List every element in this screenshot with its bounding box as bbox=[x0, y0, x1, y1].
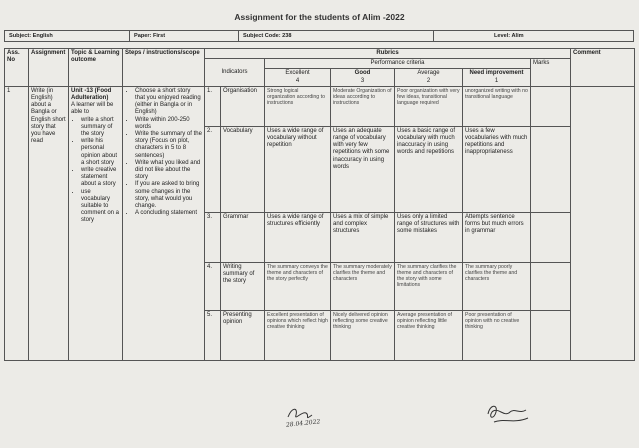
steps-cell bbox=[123, 86, 205, 360]
rubric-average: Uses a basic range of vocabulary with much inaccuracy in using words and repetitions bbox=[395, 126, 463, 212]
rubric-num: 1. bbox=[205, 86, 221, 126]
table-row bbox=[5, 86, 635, 126]
col-comment: Comment bbox=[571, 49, 635, 87]
rubric-need: unorganized writing with no transitional language bbox=[463, 86, 531, 126]
col-topic: Topic & Learning outcome bbox=[69, 49, 123, 87]
rubric-num: 5. bbox=[205, 310, 221, 360]
topic-cell bbox=[69, 86, 123, 360]
list-item: • write creative statement about a story bbox=[81, 167, 120, 189]
rubric-good: Uses an adequate range of vocabulary with very few repetitions with some inaccuracy in using words bbox=[331, 126, 395, 212]
page-title: Assignment for the students of Alim -2022 bbox=[234, 12, 405, 22]
marks-cell bbox=[531, 212, 571, 262]
col-performance: Performance criteria bbox=[265, 59, 531, 69]
comment-cell bbox=[571, 86, 635, 360]
paper-cell: Paper: First bbox=[130, 31, 239, 41]
subject-cell: Subject: English bbox=[5, 31, 130, 41]
good-label: Good bbox=[354, 70, 371, 77]
col-assignment: Assignment bbox=[29, 49, 69, 87]
rubric-num: 2. bbox=[205, 126, 221, 212]
topic-title: Unit -13 (Food Adulteration) bbox=[71, 87, 112, 102]
excellent-score: 4 bbox=[295, 77, 300, 84]
rubric-excellent: Uses a wide range of vocabulary without repetition bbox=[265, 126, 331, 212]
list-item: • Write within 200-250 words bbox=[135, 117, 202, 131]
marks-cell bbox=[531, 262, 571, 310]
list-item: • Write the summary of the story (Focus on plot, characters in 5 to 8 sentences) bbox=[135, 131, 202, 160]
rubric-need: Attempts sentence forms but much errors in grammar bbox=[463, 212, 531, 262]
col-steps: Steps / instructions/scope bbox=[123, 49, 205, 87]
rubric-excellent: Excellent presentation of opinions which reflect high creative thinking bbox=[265, 310, 331, 360]
list-item: • A concluding statement bbox=[135, 210, 202, 217]
list-item: • Write what you liked and did not like about the story bbox=[135, 160, 202, 182]
rubric-name: Grammar bbox=[221, 212, 265, 262]
rubric-num: 3. bbox=[205, 212, 221, 262]
need-score: 1 bbox=[494, 77, 499, 84]
rubric-excellent: Strong logical organization according to instructions bbox=[265, 86, 331, 126]
level-cell: Level: Alim bbox=[494, 33, 524, 39]
excellent-label: Excellent bbox=[285, 70, 310, 77]
col-excellent bbox=[265, 69, 331, 86]
average-score: 2 bbox=[426, 77, 431, 84]
rubric-good: Nicely delivered opinion reflecting some creative thinking bbox=[331, 310, 395, 360]
table-header-row bbox=[5, 49, 635, 59]
rubric-need: Poor presentation of opinion with no creative thinking bbox=[463, 310, 531, 360]
assignment-cell: Write (in English) about a Bangla or English short story that you have read bbox=[29, 86, 69, 360]
rubric-average: The summary clarifies the theme and characters of the story with some limitations bbox=[395, 262, 463, 310]
signature-right-icon bbox=[480, 400, 540, 430]
subject-header bbox=[4, 30, 634, 42]
rubric-name: Organisation bbox=[221, 86, 265, 126]
list-item: • write his personal opinion about a short story bbox=[81, 138, 120, 167]
list-item: • use vocabulary suitable to comment on a story bbox=[81, 189, 120, 225]
rubric-name: Writing summary of the story bbox=[221, 262, 265, 310]
marks-cell bbox=[531, 86, 571, 126]
need-label: Need improvement bbox=[469, 70, 524, 77]
rubric-num: 4. bbox=[205, 262, 221, 310]
topic-list bbox=[71, 117, 120, 225]
marks-cell bbox=[531, 126, 571, 212]
steps-list bbox=[125, 88, 202, 218]
col-indicators: Indicators bbox=[205, 59, 265, 87]
col-good bbox=[331, 69, 395, 86]
rubric-average: Average presentation of opinion reflecting little creative thinking bbox=[395, 310, 463, 360]
average-label: Average bbox=[417, 70, 440, 77]
ass-no-cell: 1 bbox=[5, 86, 29, 360]
signature-date: 28.04.2022 bbox=[285, 418, 321, 429]
marks-cell bbox=[531, 310, 571, 360]
list-item: • Choose a short story that you enjoyed reading (either in Bangla or in English) bbox=[135, 88, 202, 117]
rubric-good: The summary moderately clarifies the theme and characters bbox=[331, 262, 395, 310]
col-average bbox=[395, 69, 463, 86]
rubric-need: The summary poorly clarifies the theme and characters bbox=[463, 262, 531, 310]
col-marks: Marks bbox=[531, 59, 571, 87]
rubric-need: Uses a few vocabularies with much repetitions and inappropriateness bbox=[463, 126, 531, 212]
good-score: 3 bbox=[360, 77, 365, 84]
topic-intro: A learner will be able to bbox=[71, 102, 114, 116]
list-item: • write a short summary of the story bbox=[81, 117, 120, 139]
rubric-name: Presenting opinion bbox=[221, 310, 265, 360]
col-ass-no: Ass. No bbox=[5, 49, 29, 87]
col-rubrics: Rubrics bbox=[205, 49, 571, 59]
rubric-good: Uses a mix of simple and complex structures bbox=[331, 212, 395, 262]
list-item: • If you are asked to bring some changes in the story, what would you change. bbox=[135, 181, 202, 210]
rubric-good: Moderate Organization of ideas according to instructions bbox=[331, 86, 395, 126]
rubric-average: Uses only a limited range of structures with some mistakes bbox=[395, 212, 463, 262]
rubric-excellent: The summary conveys the theme and characters of the story perfectly bbox=[265, 262, 331, 310]
col-need bbox=[463, 69, 531, 86]
rubric-name: Vocabulary bbox=[221, 126, 265, 212]
assignment-table bbox=[4, 48, 635, 361]
rubric-excellent: Uses a wide range of structures efficiently bbox=[265, 212, 331, 262]
code-cell: Subject Code: 238 bbox=[239, 31, 434, 41]
rubric-average: Poor organization with very few ideas, transitional language required bbox=[395, 86, 463, 126]
